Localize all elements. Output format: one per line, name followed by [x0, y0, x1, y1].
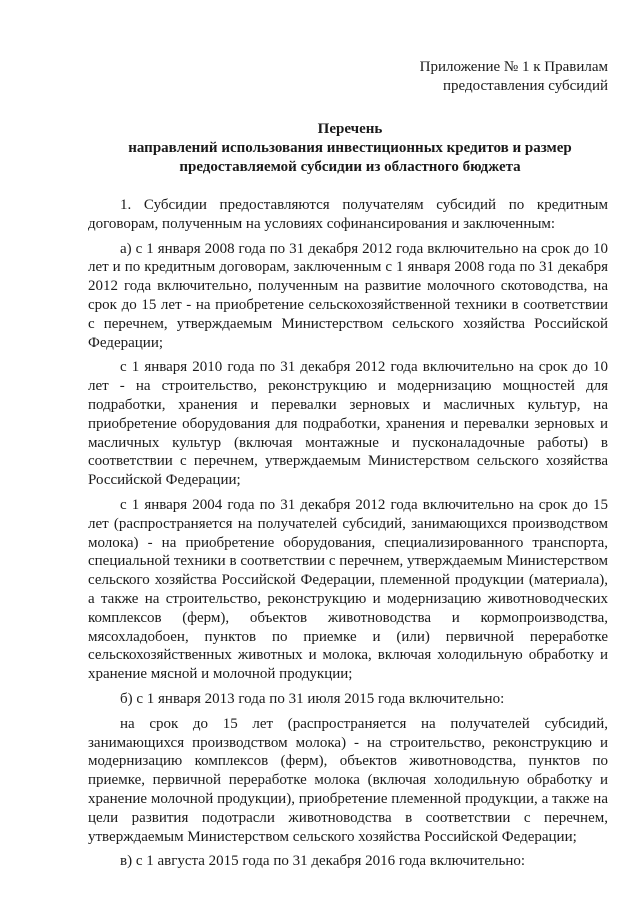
- document-body: [88, 196, 608, 877]
- paragraph-1: 1. Субсидии предоставляются получателям субсидий по кредитным договорам, полученным на условиях софинансирования и заключенным:: [88, 197, 608, 232]
- paragraph-5: б) с 1 января 2013 года по 31 июля 2015 года включительно:: [120, 690, 505, 707]
- title-line-1: Перечень: [317, 121, 383, 137]
- annex-line-1: Приложение № 1 к Правилам: [419, 59, 608, 75]
- paragraph-6: на срок до 15 лет (распространяется на получателей субсидий, занимающихся производством молока) - на строительство, реконструкцию и модернизацию комплексов (ферм), объектов животноводства, пунктов по приемке, первичной переработке молока (включая холодильную обработку и хранение молочной продукции), приобретение племенной продукции, а также на цели развития подотрасли животноводства в соответствии с перечнем, утверждаемым Министерством сельского хозяйства Российской Федерации;: [88, 715, 608, 845]
- annex-reference: [420, 58, 608, 96]
- annex-line-2: предоставления субсидий: [442, 78, 608, 94]
- paragraph-4: с 1 января 2004 года по 31 декабря 2012 года включительно на срок до 15 лет (распространяется на получателей субсидий, занимающихся производством молока) - на приобретение оборудования, специализированного транспорта, специальной техники в соответствии с перечнем, утверждаемым Министерством сельского хозяйства Российской Федерации, племенной продукции (материала), а также на строительство, реконструкцию и модернизацию животноводческих комплексов (ферм), объектов животноводства и кормопроизводства, мясохладобоен, пунктов по приемке и (или) первичной переработке сельскохозяйственных животных и молока, включая холодильную обработку и хранение мясной и молочной продукции;: [88, 496, 608, 683]
- paragraph-3: с 1 января 2010 года по 31 декабря 2012 года включительно на срок до 10 лет - на строительство, реконструкцию и модернизацию мощностей для подработки, хранения и перевалки зерновых и масличных культур, на приобретение оборудования для подработки, хранения и перевалки зерновых и масличных культур (включая монтажные и пусконаладочные работы) в соответствии с перечнем, утверждаемым Министерством сельского хозяйства Российской Федерации;: [88, 359, 608, 489]
- title-line-2: направлений использования инвестиционных кредитов и размер: [128, 140, 572, 156]
- document-title: [90, 120, 610, 177]
- paragraph-2: а) с 1 января 2008 года по 31 декабря 2012 года включительно на срок до 10 лет и по кредитным договорам, заключенным с 1 января 2008 года по 31 декабря 2012 года включительно, полученным на развитие молочного скотоводства, на срок до 15 лет - на приобретение сельскохозяйственной техники в соответствии с перечнем, утверждаемым Министерством сельского хозяйства Российской Федерации;: [88, 240, 608, 351]
- paragraph-7: в) с 1 августа 2015 года по 31 декабря 2016 года включительно:: [120, 853, 526, 870]
- title-line-3: предоставляемой субсидии из областного бюджета: [179, 159, 521, 175]
